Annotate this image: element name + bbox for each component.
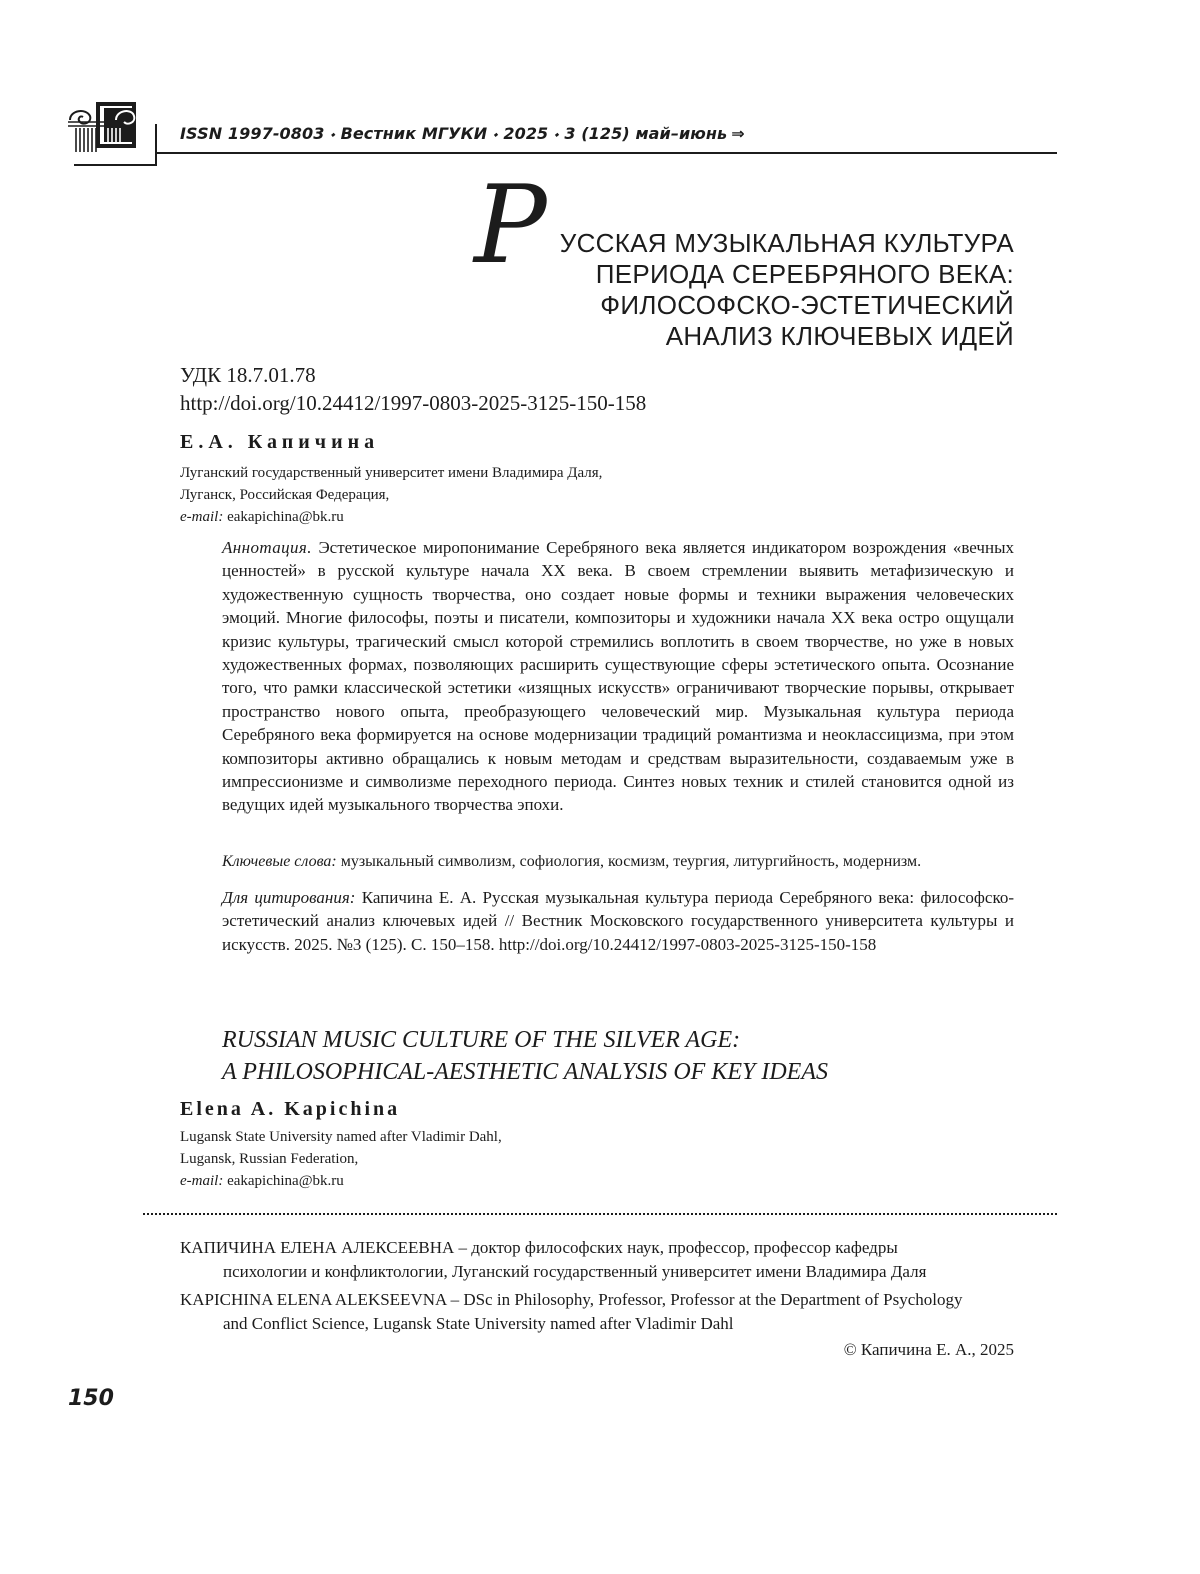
author-name-en: Elena A. Kapichina: [180, 1098, 401, 1120]
email-en: [180, 1170, 344, 1192]
title-dropcap: Р: [474, 163, 547, 288]
header-rule: [157, 152, 1057, 154]
bio-en-line: and Conflict Science, Lugansk State University named after Vladimir Dahl: [223, 1314, 734, 1333]
title-line: ПЕРИОДА СЕРЕБРЯНОГО ВЕКА:: [595, 259, 1014, 289]
location-en: Lugansk, Russian Federation,: [180, 1151, 359, 1167]
abstract: [222, 536, 1014, 817]
email-link[interactable]: eakapichina@bk.ru: [227, 1173, 344, 1189]
email-link[interactable]: eakapichina@bk.ru: [227, 509, 344, 525]
journal-year: 2025: [503, 124, 549, 143]
title-en-line: A PHILOSOPHICAL-AESTHETIC ANALYSIS OF KEY IDEAS: [222, 1059, 828, 1085]
title-line: ФИЛОСОФСКО-ЭСТЕТИЧЕСКИЙ: [600, 290, 1014, 320]
abstract-label: Аннотация.: [222, 538, 312, 557]
separator-icon: ⬩: [554, 128, 559, 141]
title-line: АНАЛИЗ КЛЮЧЕВЫХ ИДЕЙ: [665, 321, 1014, 351]
bio-en-line: KAPICHINA ELENA ALEKSEEVNA – DSc in Philosophy, Professor, Professor at the Department of Psychology: [180, 1290, 963, 1309]
logo-frame-right: [155, 124, 157, 166]
location-ru: Луганск, Российская Федерация,: [180, 487, 390, 503]
article-title-en: [222, 1024, 828, 1088]
bio-ru-line: КАПИЧИНА ЕЛЕНА АЛЕКСЕЕВНА – доктор философских наук, профессор, профессор кафедры: [180, 1238, 898, 1257]
citation-text: Капичина Е. А. Русская музыкальная культура периода Серебряного века: философско-эстетический анализ ключевых идей // Вестник Московского государственного университета культуры и искусств. 2025. №3 (125). С. 150–158. http://doi.org/10.24412/1997-0803-2025-3125-150-158: [222, 888, 1015, 954]
title-en-line: RUSSIAN MUSIC CULTURE OF THE SILVER AGE:: [222, 1027, 741, 1053]
separator-icon: ⬩: [330, 128, 335, 141]
arrow-icon: ⇒: [731, 124, 745, 143]
dotted-divider: [143, 1213, 1057, 1215]
citation-label: Для цитирования:: [222, 888, 356, 907]
article-title: [560, 228, 1014, 352]
udk: УДК 18.7.01.78: [180, 363, 316, 387]
keywords-label: Ключевые слова:: [222, 853, 337, 870]
affiliation-ru: Луганский государственный университет имени Владимира Даля,: [180, 465, 603, 481]
affiliation-en: Lugansk State University named after Vladimir Dahl,: [180, 1129, 502, 1145]
doi-link[interactable]: http://doi.org/10.24412/1997-0803-2025-3125-150-158: [180, 391, 647, 415]
keywords-text: музыкальный символизм, софиология, космизм, теургия, литургийность, модернизм.: [340, 853, 922, 870]
running-head: [180, 124, 745, 143]
copyright: © Капичина Е. А., 2025: [843, 1340, 1014, 1359]
keywords: [222, 851, 1022, 873]
bio-en: [180, 1288, 1014, 1336]
issn: ISSN 1997-0803: [180, 124, 325, 143]
journal-issue: 3 (125) май–июнь: [564, 124, 728, 143]
bio-ru: [180, 1236, 1014, 1284]
email-ru: [180, 506, 344, 528]
journal-logo: [66, 100, 138, 156]
title-line: УССКАЯ МУЗЫКАЛЬНАЯ КУЛЬТУРА: [559, 228, 1014, 258]
separator-icon: ⬩: [493, 128, 498, 141]
author-name-ru: Е.А. Капичина: [180, 431, 380, 453]
abstract-text: Эстетическое миропонимание Серебряного века является индикатором возрождения «вечных ценностей» в русской культуре начала ХХ века. В своем стремлении выявить метафизическую и художественную сущность творчества, оно создает новые формы и техники выражения человеческих эмоций. Многие философы, поэты и писатели, композиторы и художники начала ХХ века остро ощущали кризис культуры, трагический смысл которой стремились воплотить в своем творчестве, но уже в новых художественных формах, позволяющих расширить существующие сферы эстетического опыта. Осознание того, что рамки классической эстетики «изящных искусств» ограничивают творческие порывы, открывает пространство нового опыта, преобразующего человеческий мир. Музыкальная культура периода Серебряного века формируется на основе модернизации традиций романтизма и неоклассицизма, при этом композиторы активно обращались к новым методам и средствам выразительности, создаваемым уже в импрессионизме и символизме переходного периода. Синтез новых техник и стилей становится одной из ведущих идей музыкального творчества эпохи.: [222, 538, 1014, 815]
citation: [222, 886, 1014, 956]
logo-frame-bottom: [74, 164, 157, 166]
journal-name: Вестник МГУКИ: [340, 124, 488, 143]
column-capital-icon: [66, 100, 138, 156]
page-number: 150: [68, 1386, 114, 1411]
bio-ru-line: психологии и конфликтологии, Луганский государственный университет имени Владимира Даля: [223, 1262, 927, 1281]
email-label: e-mail:: [180, 509, 224, 525]
email-label: e-mail:: [180, 1173, 224, 1189]
